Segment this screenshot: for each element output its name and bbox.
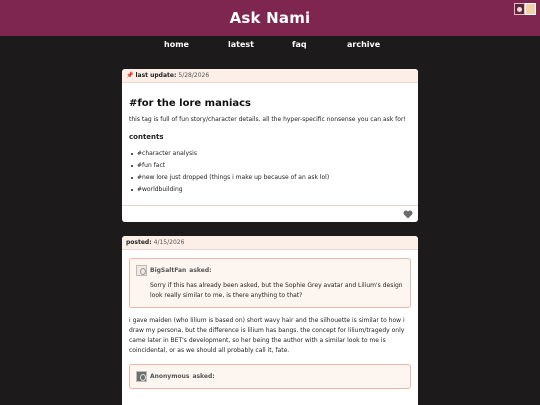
- asker-name[interactable]: Anonymous: [150, 373, 190, 380]
- posted-date: 4/15/2026: [153, 239, 185, 246]
- nav-faq[interactable]: faq: [292, 40, 307, 49]
- ask-line: Sorry if this has already been asked, but the Sophie Grey avatar and Lilium's design: [150, 282, 403, 289]
- list-item[interactable]: #fun fact: [129, 160, 411, 172]
- asked-label: asked:: [192, 373, 215, 380]
- posted-label: posted:: [126, 239, 152, 246]
- post-meta: [122, 236, 418, 250]
- answer-line: coincidental, or as we should all probably call it, fate.: [129, 347, 290, 354]
- nav-archive[interactable]: archive: [347, 40, 381, 49]
- list-item[interactable]: #worldbuilding: [129, 184, 411, 196]
- main-nav: [0, 40, 540, 54]
- ask-box: [129, 364, 411, 389]
- asker-name[interactable]: BigSaltFan: [150, 267, 187, 274]
- ask-line: look really similar to me, is there anything to that?: [150, 292, 303, 299]
- site-header: [0, 0, 540, 36]
- asker: [136, 371, 404, 382]
- contents-heading: contents: [129, 133, 164, 141]
- avatar[interactable]: [136, 371, 147, 382]
- site-title[interactable]: Ask Nami: [229, 9, 311, 27]
- post-footer: [122, 205, 418, 222]
- list-item[interactable]: #character analysis: [129, 148, 411, 160]
- asker: [136, 265, 404, 276]
- ask-box: [129, 258, 411, 308]
- pinned-post: [122, 69, 418, 222]
- answer-text: [129, 316, 411, 356]
- avatar-icon[interactable]: [525, 3, 536, 15]
- ask-post: [122, 236, 418, 405]
- ask-question: [136, 281, 404, 301]
- contents-list: [129, 148, 411, 196]
- heart-icon[interactable]: [403, 210, 413, 219]
- corner-avatars[interactable]: [514, 3, 536, 15]
- list-item[interactable]: #new lore just dropped (things i make up because of an ask lol): [129, 172, 411, 184]
- asked-label: asked:: [189, 267, 212, 274]
- avatar-icon[interactable]: [514, 3, 525, 15]
- avatar[interactable]: [136, 265, 147, 276]
- update-date: 5/28/2026: [178, 72, 210, 79]
- answer-line: i gave maiden (who lilium is based on) short wavy hair and the silhouette is similar to how i: [129, 317, 405, 324]
- post-meta: [122, 69, 418, 83]
- nav-latest[interactable]: latest: [228, 40, 254, 49]
- nav-home[interactable]: home: [164, 40, 189, 49]
- post-title: #for the lore maniacs: [129, 98, 252, 109]
- post-description: this tag is full of fun story/character details. all the hyper-specific nonsense you can ask for!: [129, 116, 406, 123]
- update-label: last update:: [135, 72, 177, 79]
- pin-icon: 📌: [126, 72, 134, 79]
- answer-line: draw my persona, but the difference is lilium has bangs. the concept for lilium/tragedy only: [129, 327, 405, 334]
- answer-line: came later in BET's development, so her being the author with a similar look to me is: [129, 337, 386, 344]
